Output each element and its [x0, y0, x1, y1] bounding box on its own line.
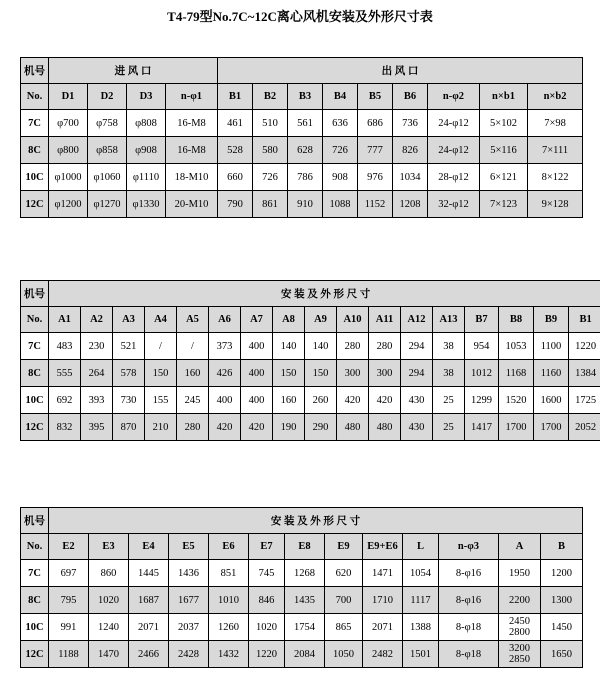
- machine-no-sub-label: No.: [21, 84, 49, 110]
- data-cell: 846: [249, 587, 285, 614]
- data-cell: 461: [218, 110, 253, 137]
- data-cell: 245: [177, 387, 209, 414]
- data-cell: 1152: [358, 191, 393, 218]
- column-header: B8: [499, 307, 534, 333]
- column-header: A13: [433, 307, 465, 333]
- data-cell: φ1200: [49, 191, 88, 218]
- data-cell: φ700: [49, 110, 88, 137]
- data-cell: 400: [209, 387, 241, 414]
- machine-no-cell: 10C: [21, 614, 49, 641]
- data-cell: 280: [177, 414, 209, 441]
- data-cell: 1020: [89, 587, 129, 614]
- table-row: [21, 137, 583, 164]
- data-cell: 38: [433, 360, 465, 387]
- column-header: L: [403, 534, 439, 560]
- data-cell: 832: [49, 414, 81, 441]
- table-row: [21, 191, 583, 218]
- data-cell: 620: [325, 560, 363, 587]
- data-cell: 777: [358, 137, 393, 164]
- table-row: [21, 333, 600, 360]
- data-cell: 1300: [541, 587, 583, 614]
- data-cell: 1220: [249, 641, 285, 668]
- data-cell: 1950: [499, 560, 541, 587]
- data-cell: 140: [305, 333, 337, 360]
- column-header: B1: [218, 84, 253, 110]
- data-cell: φ808: [127, 110, 166, 137]
- data-cell: 686: [358, 110, 393, 137]
- data-cell: 1200: [541, 560, 583, 587]
- data-cell: 2037: [169, 614, 209, 641]
- data-cell: 483: [49, 333, 81, 360]
- machine-no-sub-label: No.: [21, 307, 49, 333]
- data-cell: 210: [145, 414, 177, 441]
- machine-no-cell: 7C: [21, 110, 49, 137]
- data-cell: 908: [323, 164, 358, 191]
- data-cell: 521: [113, 333, 145, 360]
- column-header: B3: [288, 84, 323, 110]
- data-cell: 510: [253, 110, 288, 137]
- data-cell: 6×121: [480, 164, 528, 191]
- data-cell: 1700: [499, 414, 534, 441]
- data-cell: 865: [325, 614, 363, 641]
- data-cell: 1160: [534, 360, 569, 387]
- column-header: D3: [127, 84, 166, 110]
- data-cell: 16-M8: [166, 137, 218, 164]
- table-row: [21, 614, 583, 641]
- table-row: [21, 110, 583, 137]
- machine-no-cell: 8C: [21, 360, 49, 387]
- data-cell: 1501: [403, 641, 439, 668]
- data-cell: 1725: [569, 387, 600, 414]
- data-cell: 430: [401, 387, 433, 414]
- data-cell: 420: [209, 414, 241, 441]
- data-cell: 373: [209, 333, 241, 360]
- data-cell: 2200: [499, 587, 541, 614]
- data-cell: 426: [209, 360, 241, 387]
- column-header: A2: [81, 307, 113, 333]
- data-cell: 400: [241, 333, 273, 360]
- data-cell: 393: [81, 387, 113, 414]
- table-row: [21, 414, 600, 441]
- column-header: A9: [305, 307, 337, 333]
- data-cell: 861: [253, 191, 288, 218]
- data-cell: 5×102: [480, 110, 528, 137]
- data-cell: 150: [273, 360, 305, 387]
- machine-no-cell: 7C: [21, 333, 49, 360]
- data-cell: 7×98: [528, 110, 583, 137]
- data-cell: 8×122: [528, 164, 583, 191]
- data-cell: φ858: [88, 137, 127, 164]
- column-header: n×b2: [528, 84, 583, 110]
- data-cell: 826: [393, 137, 428, 164]
- data-cell: 150: [145, 360, 177, 387]
- data-cell: 1450: [541, 614, 583, 641]
- data-cell: 2482: [363, 641, 403, 668]
- data-cell: 660: [218, 164, 253, 191]
- data-cell: 2052: [569, 414, 600, 441]
- data-cell: 1088: [323, 191, 358, 218]
- column-header: B9: [534, 307, 569, 333]
- machine-no-cell: 12C: [21, 191, 49, 218]
- data-cell: φ908: [127, 137, 166, 164]
- column-header: A4: [145, 307, 177, 333]
- data-cell: 697: [49, 560, 89, 587]
- column-header: B2: [253, 84, 288, 110]
- data-cell: 38: [433, 333, 465, 360]
- data-cell: 991: [49, 614, 89, 641]
- data-cell: 870: [113, 414, 145, 441]
- column-header: E7: [249, 534, 285, 560]
- data-cell: 24-φ12: [428, 137, 480, 164]
- data-cell: 700: [325, 587, 363, 614]
- data-cell: 7×111: [528, 137, 583, 164]
- data-cell: 32-φ12: [428, 191, 480, 218]
- data-cell: 1710: [363, 587, 403, 614]
- data-cell: 280: [337, 333, 369, 360]
- data-cell: 1117: [403, 587, 439, 614]
- data-cell: 1010: [209, 587, 249, 614]
- column-header: A6: [209, 307, 241, 333]
- column-header: A10: [337, 307, 369, 333]
- column-header: n-φ1: [166, 84, 218, 110]
- data-cell: 745: [249, 560, 285, 587]
- data-cell: 16-M8: [166, 110, 218, 137]
- data-cell: 1020: [249, 614, 285, 641]
- data-cell: 2466: [129, 641, 169, 668]
- data-cell: 7×123: [480, 191, 528, 218]
- data-cell: 730: [113, 387, 145, 414]
- machine-no-cell: 10C: [21, 164, 49, 191]
- install-dim-table-1: [20, 280, 600, 441]
- data-cell: 1384: [569, 360, 600, 387]
- data-cell: 580: [253, 137, 288, 164]
- column-header: E2: [49, 534, 89, 560]
- data-cell: 1168: [499, 360, 534, 387]
- data-cell: φ1110: [127, 164, 166, 191]
- data-cell: 1471: [363, 560, 403, 587]
- column-header: A5: [177, 307, 209, 333]
- data-cell: 18-M10: [166, 164, 218, 191]
- data-cell: φ1000: [49, 164, 88, 191]
- data-cell: 8-φ16: [439, 560, 499, 587]
- column-header: B1: [569, 307, 600, 333]
- data-cell: 9×128: [528, 191, 583, 218]
- data-cell: 1053: [499, 333, 534, 360]
- data-cell: 190: [273, 414, 305, 441]
- data-cell: 5×116: [480, 137, 528, 164]
- data-cell: 25: [433, 387, 465, 414]
- machine-no-cell: 8C: [21, 587, 49, 614]
- data-cell: 1208: [393, 191, 428, 218]
- data-cell: 8-φ18: [439, 614, 499, 641]
- data-cell: 1012: [465, 360, 499, 387]
- column-header: A11: [369, 307, 401, 333]
- column-header: E6: [209, 534, 249, 560]
- data-cell: 2071: [363, 614, 403, 641]
- column-header: A7: [241, 307, 273, 333]
- data-cell: 1687: [129, 587, 169, 614]
- data-cell: 1432: [209, 641, 249, 668]
- data-cell: 726: [253, 164, 288, 191]
- column-header: E9+E6: [363, 534, 403, 560]
- column-header: E8: [285, 534, 325, 560]
- data-cell: φ1330: [127, 191, 166, 218]
- data-cell: 1445: [129, 560, 169, 587]
- data-cell: 1520: [499, 387, 534, 414]
- data-cell: 3200 2850: [499, 641, 541, 668]
- data-cell: 1600: [534, 387, 569, 414]
- inlet-outlet-table: [20, 57, 583, 218]
- data-cell: φ758: [88, 110, 127, 137]
- data-cell: 1754: [285, 614, 325, 641]
- data-cell: 1260: [209, 614, 249, 641]
- data-cell: 400: [241, 387, 273, 414]
- data-cell: 976: [358, 164, 393, 191]
- data-cell: 400: [241, 360, 273, 387]
- data-cell: 1054: [403, 560, 439, 587]
- data-cell: 528: [218, 137, 253, 164]
- data-cell: 395: [81, 414, 113, 441]
- data-cell: 140: [273, 333, 305, 360]
- table-row: [21, 360, 600, 387]
- install-dim-table-2: [20, 507, 583, 668]
- data-cell: 561: [288, 110, 323, 137]
- column-header: n-φ2: [428, 84, 480, 110]
- data-cell: 430: [401, 414, 433, 441]
- data-cell: 736: [393, 110, 428, 137]
- column-header: B7: [465, 307, 499, 333]
- data-cell: 294: [401, 360, 433, 387]
- data-cell: 25: [433, 414, 465, 441]
- table-row: [21, 641, 583, 668]
- data-cell: 280: [369, 333, 401, 360]
- data-cell: 1050: [325, 641, 363, 668]
- column-header: E5: [169, 534, 209, 560]
- machine-no-cell: 12C: [21, 641, 49, 668]
- data-cell: 8-φ18: [439, 641, 499, 668]
- data-cell: 1470: [89, 641, 129, 668]
- column-header: B6: [393, 84, 428, 110]
- data-cell: 726: [323, 137, 358, 164]
- data-cell: 1677: [169, 587, 209, 614]
- machine-no-label: 机号: [21, 508, 49, 534]
- data-cell: 2071: [129, 614, 169, 641]
- data-cell: 555: [49, 360, 81, 387]
- data-cell: 1435: [285, 587, 325, 614]
- column-header: E4: [129, 534, 169, 560]
- data-cell: 1240: [89, 614, 129, 641]
- data-cell: 1188: [49, 641, 89, 668]
- column-header: A: [499, 534, 541, 560]
- data-cell: /: [145, 333, 177, 360]
- column-header: n×b1: [480, 84, 528, 110]
- page-title: T4-79型No.7C~12C离心风机安装及外形尺寸表: [167, 9, 433, 24]
- data-cell: 1100: [534, 333, 569, 360]
- column-header: A12: [401, 307, 433, 333]
- data-cell: 480: [369, 414, 401, 441]
- column-header: E9: [325, 534, 363, 560]
- column-header: B4: [323, 84, 358, 110]
- table-row: [21, 587, 583, 614]
- data-cell: φ1060: [88, 164, 127, 191]
- data-cell: 628: [288, 137, 323, 164]
- data-cell: 910: [288, 191, 323, 218]
- column-header: D2: [88, 84, 127, 110]
- machine-no-label: 机号: [21, 281, 49, 307]
- data-cell: 2084: [285, 641, 325, 668]
- data-cell: 1220: [569, 333, 600, 360]
- data-cell: 300: [337, 360, 369, 387]
- data-cell: 420: [337, 387, 369, 414]
- data-cell: 1034: [393, 164, 428, 191]
- data-cell: 1299: [465, 387, 499, 414]
- column-header: A1: [49, 307, 81, 333]
- data-cell: 2450 2800: [499, 614, 541, 641]
- column-header: A8: [273, 307, 305, 333]
- data-cell: 1268: [285, 560, 325, 587]
- data-cell: φ800: [49, 137, 88, 164]
- data-cell: 790: [218, 191, 253, 218]
- data-cell: 300: [369, 360, 401, 387]
- data-cell: 954: [465, 333, 499, 360]
- data-cell: /: [177, 333, 209, 360]
- data-cell: 420: [241, 414, 273, 441]
- data-cell: 294: [401, 333, 433, 360]
- column-header: A3: [113, 307, 145, 333]
- data-cell: 636: [323, 110, 358, 137]
- data-cell: 578: [113, 360, 145, 387]
- data-cell: 264: [81, 360, 113, 387]
- data-cell: 851: [209, 560, 249, 587]
- data-cell: 786: [288, 164, 323, 191]
- data-cell: 1388: [403, 614, 439, 641]
- column-header: B: [541, 534, 583, 560]
- data-cell: 155: [145, 387, 177, 414]
- data-cell: 1436: [169, 560, 209, 587]
- column-header: B5: [358, 84, 393, 110]
- machine-no-sub-label: No.: [21, 534, 49, 560]
- data-cell: 420: [369, 387, 401, 414]
- data-cell: 2428: [169, 641, 209, 668]
- outlet-group-header: 出 风 口: [218, 58, 583, 84]
- data-cell: 24-φ12: [428, 110, 480, 137]
- data-cell: 1417: [465, 414, 499, 441]
- machine-no-cell: 10C: [21, 387, 49, 414]
- data-cell: φ1270: [88, 191, 127, 218]
- install-group-header: 安 装 及 外 形 尺 寸: [49, 281, 600, 307]
- data-cell: 20-M10: [166, 191, 218, 218]
- data-cell: 1700: [534, 414, 569, 441]
- data-cell: 160: [273, 387, 305, 414]
- machine-no-cell: 12C: [21, 414, 49, 441]
- data-cell: 692: [49, 387, 81, 414]
- data-cell: 230: [81, 333, 113, 360]
- data-cell: 260: [305, 387, 337, 414]
- column-header: D1: [49, 84, 88, 110]
- machine-no-cell: 7C: [21, 560, 49, 587]
- install-group-header: 安 装 及 外 形 尺 寸: [49, 508, 583, 534]
- machine-no-cell: 8C: [21, 137, 49, 164]
- table-row: [21, 560, 583, 587]
- data-cell: 160: [177, 360, 209, 387]
- data-cell: 860: [89, 560, 129, 587]
- data-cell: 795: [49, 587, 89, 614]
- table-row: [21, 164, 583, 191]
- data-cell: 150: [305, 360, 337, 387]
- machine-no-label: 机号: [21, 58, 49, 84]
- inlet-group-header: 进 风 口: [49, 58, 218, 84]
- data-cell: 8-φ16: [439, 587, 499, 614]
- data-cell: 480: [337, 414, 369, 441]
- data-cell: 28-φ12: [428, 164, 480, 191]
- data-cell: 1650: [541, 641, 583, 668]
- column-header: E3: [89, 534, 129, 560]
- column-header: n-φ3: [439, 534, 499, 560]
- data-cell: 290: [305, 414, 337, 441]
- table-row: [21, 387, 600, 414]
